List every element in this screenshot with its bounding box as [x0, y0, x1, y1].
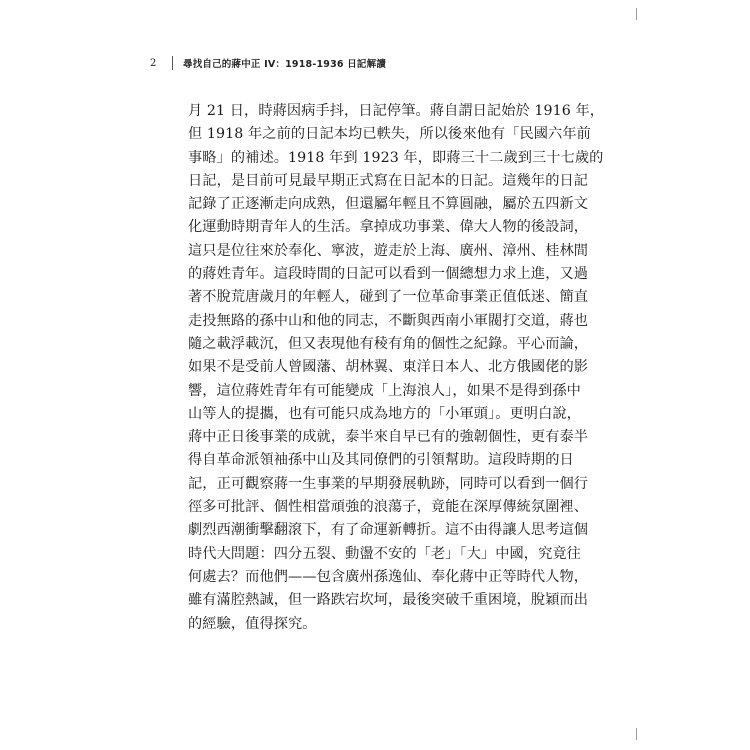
- crop-mark-bottom: [636, 728, 637, 740]
- body-line: 徑多可批評、個性相當頑強的浪蕩子，竟能在深厚傳統氛圍裡、: [188, 499, 589, 516]
- body-line: 日記，是目前可見最早期正式寫在日記本的日記。這幾年的日記: [188, 172, 589, 189]
- body-line: 記錄了正逐漸走向成熟，但還屬年輕且不算圓融，屬於五四新文: [188, 196, 589, 213]
- body-line: 事略」的補述。1918 年到 1923 年，即蔣三十二歲到三十七歲的: [188, 149, 604, 166]
- body-line: 的經驗，值得探究。: [188, 615, 317, 632]
- body-line: 響，這位蔣姓青年有可能變成「上海浪人」，如果不是得到孫中: [188, 382, 581, 399]
- body-line: 走投無路的孫中山和他的同志，不斷與西南小軍閥打交道，蔣也: [188, 312, 589, 329]
- body-text: [188, 100, 605, 636]
- page-number: 2: [150, 57, 157, 69]
- body-line: 雖有滿腔熱誠，但一路跌宕坎坷，最後突破千重困境，脫穎而出: [188, 592, 589, 609]
- body-line: 劇烈西潮衝擊翻滾下，有了命運新轉折。這不由得讓人思考這個: [188, 522, 589, 539]
- body-line: 如果不是受前人曾國藩、胡林翼、東洋日本人、北方俄國佬的影: [188, 359, 589, 376]
- running-header: [150, 55, 386, 71]
- body-line: 著不脫荒唐歲月的年輕人，碰到了一位革命事業正值低迷、簡直: [188, 289, 589, 306]
- body-line: 這只是位往來於奉化、寧波，遊走於上海、廣州、漳州、桂林間: [188, 242, 589, 259]
- crop-mark-top: [636, 8, 637, 20]
- body-line: 月 21 日，時蔣因病手抖，日記停筆。蔣自謂日記始於 1916 年，: [188, 103, 605, 119]
- header-divider: [172, 56, 173, 70]
- body-line: 山等人的提攜，也有可能只成為地方的「小軍頭」。更明白說，: [188, 405, 581, 422]
- body-line: 何處去？而他們——包含廣州孫逸仙、奉化蔣中正等時代人物，: [188, 568, 589, 585]
- body-line: 化運動時期青年人的生活。拿掉成功事業、偉大人物的後設詞，: [188, 219, 589, 236]
- body-line: 蔣中正日後事業的成就，泰半來自早已有的強韌個性，更有泰半: [188, 429, 589, 446]
- running-title: 尋找自己的蔣中正 IV：1918-1936 日記解讀: [183, 59, 387, 70]
- body-line: 但 1918 年之前的日記本均已軼失，所以後來他有「民國六年前: [188, 126, 591, 143]
- body-line: 記，正可觀察蔣一生事業的早期發展軌跡，同時可以看到一個行: [188, 475, 589, 492]
- body-line: 時代大問題：四分五裂、動盪不安的「老」「大」中國，究竟往: [188, 545, 581, 562]
- body-line: 的蔣姓青年。這段時間的日記可以看到一個總想力求上進，又過: [188, 266, 589, 283]
- body-line: 隨之載浮載沉，但又表現他有稜有角的個性之紀錄。平心而論，: [188, 335, 589, 352]
- body-line: 得自革命派領袖孫中山及其同僚們的引領幫助。這段時期的日: [188, 452, 574, 469]
